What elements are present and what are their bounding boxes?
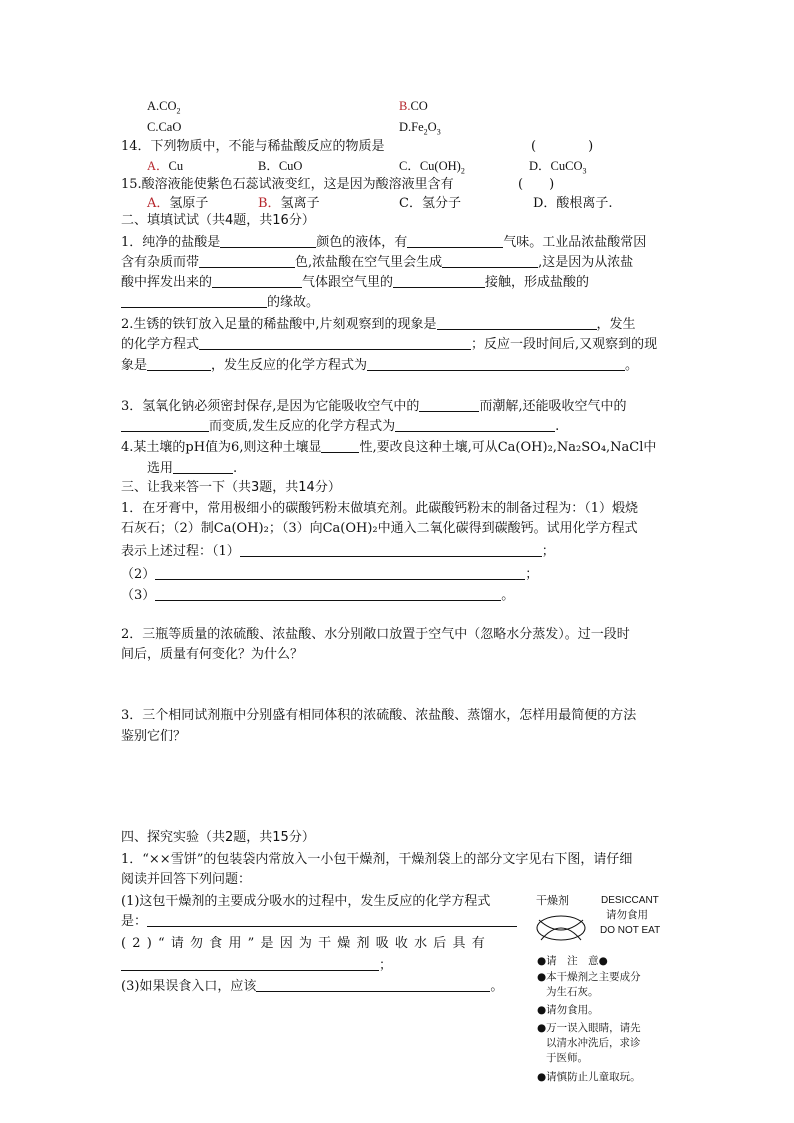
s2-q2-line1: 2.生锈的铁钉放入足量的稀盐酸中,片刻观察到的现象是 ，发生 xyxy=(121,317,636,332)
s3-q3-line1: 3．三个相同试剂瓶中分别盛有相同体积的浓硫酸、浓盐酸、蒸馏水，怎样用最简便的方法 xyxy=(121,708,637,723)
s2-q1-line2: 含有杂质而带 色,浓盐酸在空气里会生成 ,这是因为从浓盐 xyxy=(121,255,634,270)
q15-option-d: D．酸根离子. xyxy=(533,196,613,211)
desiccant-item-3c: 于医师。 xyxy=(546,1052,588,1064)
s2-q2-line3: 象是 ，发生反应的化学方程式为 。 xyxy=(121,358,639,373)
desiccant-item-4: ●请慎防止儿童取玩。 xyxy=(537,1071,641,1083)
q14-stem: 14．下列物质中，不能与稀盐酸反应的物质是 xyxy=(121,139,385,154)
q13-option-d: $D.Fe_2O_3$ xyxy=(399,120,441,137)
desiccant-item-2: ●请勿食用。 xyxy=(537,1004,599,1016)
s3-q1-line5: （3） 。 xyxy=(121,588,515,603)
s3-q1-line3: 表示上述过程：（1） ； xyxy=(121,544,555,559)
s4-q1-sub1-answer: 是： xyxy=(121,912,517,931)
s3-q3-line2: 鉴别它们？ xyxy=(121,729,187,744)
desiccant-label xyxy=(528,890,678,1100)
s4-q1-sub1: (1)这包干燥剂的主要成分吸水的过程中，发生反应的化学方程式 xyxy=(121,894,491,909)
s3-q1-line4: （2） ； xyxy=(121,567,539,582)
q13-option-c: C.CaO xyxy=(147,120,182,134)
q13-option-a: $A.CO_2$ xyxy=(147,99,181,116)
q15-option-b: B．氢离子 xyxy=(258,196,320,211)
q15-option-c: C．氢分子 xyxy=(399,196,461,211)
q14-option-d: D．CuCO$_3$ xyxy=(529,159,587,176)
q15-option-a: A．氢原子 xyxy=(147,196,209,211)
s4-q1-line2: 阅读并回答下列问题： xyxy=(121,872,252,887)
s2-q3-line1: 3．氢氧化钠必须密封保存,是因为它能吸收空气中的 而潮解,还能吸收空气中的 xyxy=(121,399,627,414)
section-4-heading: 四、探究实验（共2题，共15分） xyxy=(121,830,315,845)
s3-q2-line1: 2．三瓶等质量的浓硫酸、浓盐酸、水分别敞口放置于空气中（忽略水分蒸发）。过一段时 xyxy=(121,627,630,642)
s2-q1-line1: 1．纯净的盐酸是 颜色的液体，有 气味。工业品浓盐酸常因 xyxy=(121,235,647,250)
s2-q4-line1: 4.某土壤的pH值为6,则这种土壤显 性,要改良这种土壤,可从Ca(OH)₂,Na₂SO₄,NaCl中 xyxy=(121,440,657,455)
s3-q2-line2: 间后，质量有何变化？为什么？ xyxy=(121,647,304,662)
s3-q1-line1: 1．在牙膏中，常用极细小的碳酸钙粉末做填充剂。此碳酸钙粉末的制备过程为：（1）煅烧 xyxy=(121,501,639,516)
q15-answer-bracket: ( ) xyxy=(518,177,555,192)
section-2-heading: 二、填填试试（共4题，共16分） xyxy=(121,213,315,228)
desiccant-item-3a: ●万一误入眼睛，请先 xyxy=(537,1022,641,1034)
desiccant-title-en: DESICCANT xyxy=(601,895,659,906)
desiccant-do-not-eat-en: DO NOT EAT xyxy=(600,925,661,936)
s4-q1-line1: 1．“××雪饼”的包装袋内常放入一小包干燥剂，干燥剂袋上的部分文字见右下图，请仔细 xyxy=(121,852,633,867)
s2-q1-line3: 酸中挥发出来的 气体跟空气里的 接触，形成盐酸的 xyxy=(121,275,590,290)
desiccant-notice-heading: ●请 注 意● xyxy=(537,955,608,967)
desiccant-do-not-eat-zh: 请勿食用 xyxy=(606,909,648,921)
s3-q1-line2: 石灰石；（2）制Ca(OH)₂；（3）向Ca(OH)₂中通入二氧化碳得到碳酸钙。试用化学方程式 xyxy=(121,521,638,536)
desiccant-item-3b: 以清水冲洗后，求诊 xyxy=(546,1037,641,1049)
q14-option-c: C．$Cu(OH)_2$ xyxy=(399,159,465,176)
q15-stem: 15.酸溶液能使紫色石蕊试液变红，这是因为酸溶液里含有 xyxy=(121,177,454,192)
q14-answer-bracket: ( ) xyxy=(531,139,594,154)
s4-q1-sub3: (3)如果误食入口，应该 。 xyxy=(121,979,504,994)
s4-q1-sub2-answer: ； xyxy=(121,956,392,975)
desiccant-item-1a: ●本干燥剂之主要成分 xyxy=(537,971,641,983)
no-eating-icon xyxy=(533,910,589,946)
s2-q3-line2: 而变质,发生反应的化学方程式为 . xyxy=(121,417,559,436)
s2-q1-line4: 的缘故。 xyxy=(121,293,319,312)
desiccant-item-1b: 为生石灰。 xyxy=(546,986,599,998)
section-3-heading: 三、让我来答一下（共3题，共14分） xyxy=(121,480,341,495)
s2-q2-line2: 的化学方程式 ；反应一段时间后,又观察到的现 xyxy=(121,337,658,352)
q14-option-b: B．CuO xyxy=(258,159,303,173)
q14-option-a: A．Cu xyxy=(147,159,184,173)
q13-option-b: B.CO xyxy=(399,99,428,113)
s2-q4-line2: 选用 . xyxy=(147,461,238,476)
s4-q1-sub2: (2)“请勿食用”是因为干燥剂吸收水后具有 xyxy=(121,936,491,951)
desiccant-title-zh: 干燥剂 xyxy=(536,894,569,907)
